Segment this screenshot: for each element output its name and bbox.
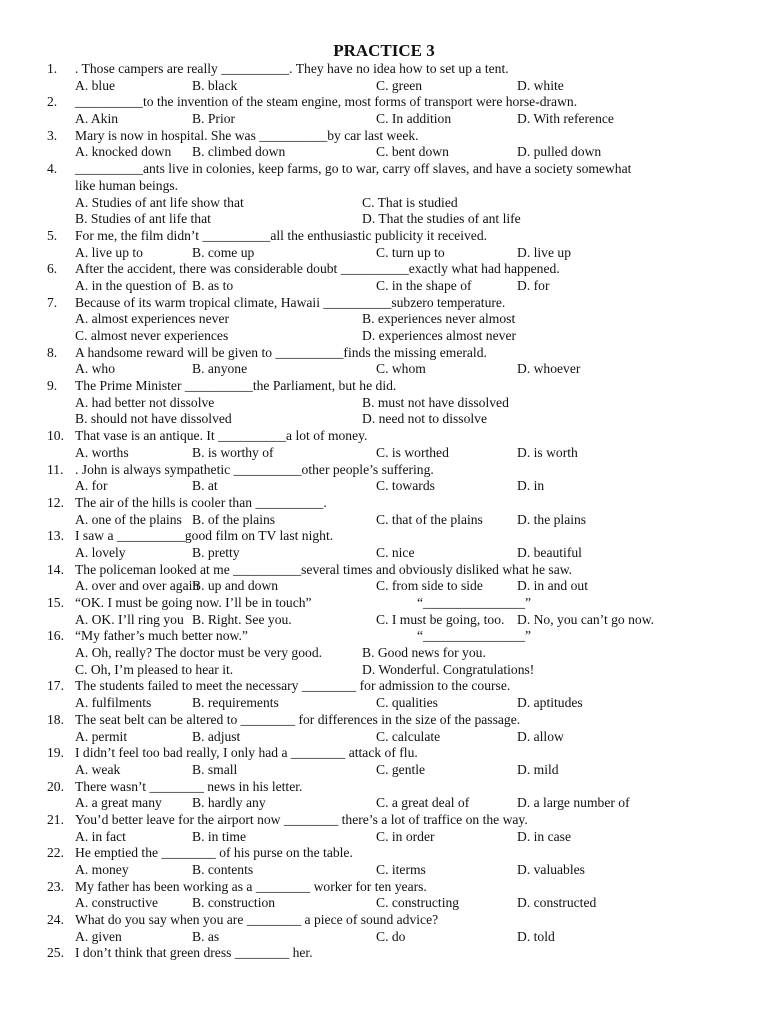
answer-options-row (0, 762, 768, 779)
question-stem-row (0, 261, 768, 278)
answer-options-row (0, 578, 768, 595)
question-number: 23. (47, 878, 64, 894)
question-stem-row (0, 595, 768, 612)
answer-options-row (0, 245, 768, 262)
answer-options-row (0, 895, 768, 912)
question-stem-row (0, 528, 768, 545)
question-number: 2. (47, 94, 58, 110)
question-stem: What do you say when you are ________ a piece of sound advice? (75, 912, 439, 928)
question-number: 14. (47, 561, 64, 577)
question-stem-row (0, 678, 768, 695)
question (0, 261, 768, 294)
question-number: 7. (47, 294, 58, 310)
question-stem: After the accident, there was considerable doubt __________exactly what had happened. (75, 261, 560, 277)
answer-option: A. fulfilments (75, 695, 152, 711)
question-number: 16. (47, 628, 64, 644)
answer-options-row (0, 111, 768, 128)
answer-option: D. aptitudes (517, 695, 583, 711)
question-stem: The policeman looked at me __________several times and obviously disliked what he saw. (75, 561, 573, 577)
answer-options-row (0, 795, 768, 812)
answer-options-row (0, 195, 768, 212)
answer-option: C. calculate (376, 728, 441, 744)
answer-option: D. pulled down (517, 144, 602, 160)
answer-option: D. Wonderful. Congratulations! (362, 661, 535, 677)
answer-option: A. in the question of (75, 277, 187, 293)
answer-options-row (0, 612, 768, 629)
question-stem-row (0, 628, 768, 645)
answer-option: B. experiences never almost (362, 311, 516, 327)
answer-option: C. that of the plains (376, 511, 483, 527)
question (0, 812, 768, 845)
question-number: 12. (47, 494, 64, 510)
question-number: 22. (47, 845, 64, 861)
question (0, 678, 768, 711)
question-stem: A handsome reward will be given to __________finds the missing emerald. (75, 344, 487, 360)
answer-option: A. lovely (75, 544, 126, 560)
question-number: 6. (47, 261, 58, 277)
question-stem-row (0, 845, 768, 862)
question (0, 845, 768, 878)
question-stem-row (0, 128, 768, 145)
question-number: 18. (47, 711, 64, 727)
answer-option: C. from side to side (376, 578, 483, 594)
answer-option: A. Studies of ant life show that (75, 194, 244, 210)
answer-option: B. Right. See you. (192, 611, 292, 627)
answer-options-row (0, 662, 768, 679)
answer-option: C. whom (376, 361, 426, 377)
answer-option: A. one of the plains (75, 511, 182, 527)
question-stem-row (0, 161, 768, 178)
answer-option: D. With reference (517, 111, 614, 127)
answer-option: B. contents (192, 862, 254, 877)
answer-option: C. constructing (376, 895, 460, 911)
answer-option: A. live up to (75, 244, 143, 260)
question-number: 24. (47, 912, 64, 928)
answer-option: D. beautiful (517, 544, 582, 560)
answer-option: B. must not have dissolved (362, 394, 509, 410)
question-number: 13. (47, 528, 64, 544)
answer-option: D. in and out (517, 578, 588, 594)
question-stem: __________to the invention of the steam engine, most forms of transport were horse-drawn. (75, 94, 578, 110)
answer-option: A. for (75, 478, 108, 494)
question (0, 128, 768, 161)
question-stem: The air of the hills is cooler than __________. (75, 494, 327, 510)
question-stem-row (0, 462, 768, 479)
question-stem-row (0, 295, 768, 312)
question-stem-row (0, 945, 768, 962)
answer-option: B. up and down (192, 578, 279, 594)
answer-option: A. money (75, 862, 129, 877)
question-stem: __________ants live in colonies, keep farms, go to war, carry off slaves, and have a society somewhat (75, 161, 632, 177)
question-stem: My father has been working as a ________ worker for ten years. (75, 878, 427, 894)
answer-option: A. OK. I’ll ring you (75, 611, 184, 627)
question (0, 495, 768, 528)
answer-option: B. of the plains (192, 511, 276, 527)
answer-option: A. had better not dissolve (75, 394, 215, 410)
answer-option: A. blue (75, 77, 116, 93)
question-stem-row (0, 228, 768, 245)
question (0, 94, 768, 127)
answer-option: B. as to (192, 277, 234, 293)
question-stem: Because of its warm tropical climate, Hawaii __________subzero temperature. (75, 294, 506, 310)
answer-option: D. mild (517, 761, 559, 777)
question-stem: That vase is an antique. It __________a lot of money. (75, 428, 368, 444)
answer-options-row (0, 445, 768, 462)
answer-option: B. pretty (192, 544, 240, 560)
question-number: 5. (47, 227, 58, 243)
answer-option: C. almost never experiences (75, 328, 229, 343)
question-stem-row (0, 378, 768, 395)
answer-options-row (0, 729, 768, 746)
answer-option: C. is worthed (376, 444, 449, 460)
answer-options-row (0, 144, 768, 161)
answer-option: C. a great deal of (376, 795, 470, 811)
answer-options-row (0, 211, 768, 228)
question-stem-row (0, 428, 768, 445)
answer-option: A. in fact (75, 828, 126, 844)
answer-option: B. climbed down (192, 144, 286, 160)
answer-option: B. anyone (192, 361, 248, 377)
question (0, 378, 768, 428)
answer-option: B. in time (192, 828, 246, 844)
answer-option: C. qualities (376, 695, 438, 711)
question-stem: He emptied the ________ of his purse on the table. (75, 845, 353, 861)
answer-options-row (0, 645, 768, 662)
answer-option: D. That the studies of ant life (362, 211, 521, 227)
answer-option: D. is worth (517, 444, 578, 460)
answer-option: C. I must be going, too. (376, 611, 505, 627)
answer-option: A. who (75, 361, 116, 377)
question (0, 745, 768, 778)
answer-option: A. a great many (75, 795, 162, 811)
answer-option: C. gentle (376, 761, 426, 777)
answer-option: C. nice (376, 544, 415, 560)
question-number: 15. (47, 595, 64, 610)
answer-option: C. towards (376, 478, 435, 494)
question-number: 1. (47, 61, 58, 76)
answer-option: B. Good news for you. (362, 645, 486, 661)
answer-options-row (0, 862, 768, 879)
answer-option: B. requirements (192, 695, 279, 711)
answer-option: B. at (192, 478, 218, 494)
answer-options-row (0, 278, 768, 295)
question (0, 428, 768, 461)
question-number: 8. (47, 344, 58, 360)
question-number: 4. (47, 161, 58, 177)
answer-option: B. adjust (192, 728, 241, 744)
answer-option: A. weak (75, 761, 121, 777)
question-stem-row (0, 879, 768, 896)
answer-options-row (0, 311, 768, 328)
question-number: 21. (47, 811, 64, 827)
answer-option: B. Prior (192, 111, 236, 127)
answer-option: D. allow (517, 728, 564, 744)
question (0, 61, 768, 94)
answer-option: D. in case (517, 828, 571, 844)
question (0, 345, 768, 378)
answer-options-row (0, 78, 768, 95)
answer-option: D. experiences almost never (362, 328, 516, 343)
question-number: 20. (47, 778, 64, 794)
answer-option: C. do (376, 928, 406, 944)
answer-options-row (0, 478, 768, 495)
answer-option: B. construction (192, 895, 276, 911)
answer-option: C. That is studied (362, 194, 458, 210)
answer-option: C. bent down (376, 144, 449, 160)
question (0, 462, 768, 495)
answer-option: D. constructed (517, 895, 597, 911)
question-stem: I saw a __________good film on TV last night. (75, 528, 334, 544)
answer-options-row (0, 512, 768, 529)
answer-options-row (0, 411, 768, 428)
question-number: 3. (47, 127, 58, 143)
answer-option: D. in (517, 478, 545, 494)
question (0, 228, 768, 261)
answer-options-row (0, 929, 768, 946)
answer-option: C. Oh, I’m pleased to hear it. (75, 661, 234, 677)
question-stem: . Those campers are really __________. They have no idea how to set up a tent. (75, 61, 509, 76)
question (0, 295, 768, 345)
answer-option: C. in the shape of (376, 277, 472, 293)
question (0, 912, 768, 945)
answer-option: D. No, you can’t go now. (517, 611, 655, 627)
answer-option: D. need not to dissolve (362, 411, 487, 427)
answer-option: B. black (192, 77, 238, 93)
answer-options-row (0, 545, 768, 562)
answer-option: B. should not have dissolved (75, 411, 232, 427)
question-stem: I don’t think that green dress ________ her. (75, 945, 313, 961)
question (0, 879, 768, 912)
answer-option: C. iterms (376, 862, 426, 877)
question-stem-row (0, 61, 768, 78)
question (0, 595, 768, 628)
answer-options-row (0, 395, 768, 412)
answer-option: B. hardly any (192, 795, 266, 811)
answer-option: B. as (192, 928, 220, 944)
question-list (0, 61, 768, 962)
question-stem-row (0, 712, 768, 729)
question (0, 161, 768, 228)
answer-option: C. In addition (376, 111, 452, 127)
question (0, 945, 768, 962)
reply-blank: “_______________” (417, 628, 532, 644)
answer-option: A. Akin (75, 111, 119, 127)
answer-option: D. whoever (517, 361, 581, 377)
answer-option: A. over and over again (75, 578, 200, 594)
answer-option: D. the plains (517, 511, 587, 527)
question-stem-continuation (0, 178, 768, 195)
answer-option: C. in order (376, 828, 435, 844)
question-stem-row (0, 912, 768, 929)
answer-options-row (0, 829, 768, 846)
question-stem-row (0, 779, 768, 796)
question (0, 528, 768, 561)
answer-options-row (0, 695, 768, 712)
question-stem: You’d better leave for the airport now ________ there’s a lot of traffice on the way. (75, 811, 528, 827)
question-stem: For me, the film didn’t __________all the enthusiastic publicity it received. (75, 227, 488, 243)
question-stem-row (0, 94, 768, 111)
answer-option: A. Oh, really? The doctor must be very good. (75, 645, 323, 661)
answer-option: D. a large number of (517, 795, 630, 811)
answer-options-row (0, 361, 768, 378)
answer-option: B. small (192, 761, 238, 777)
question-stem: The seat belt can be altered to ________ for differences in the size of the passage. (75, 711, 521, 727)
question-stem-row (0, 812, 768, 829)
question-stem: “OK. I must be going now. I’ll be in touch” (75, 595, 312, 610)
question (0, 628, 768, 678)
question-stem: Mary is now in hospital. She was __________by car last week. (75, 127, 419, 143)
answer-option: A. worths (75, 444, 129, 460)
question-number: 10. (47, 428, 64, 444)
question (0, 562, 768, 595)
question-stem-cont: like human beings. (75, 177, 179, 193)
answer-option: A. permit (75, 728, 128, 744)
question-stem: There wasn’t ________ news in his letter. (75, 778, 303, 794)
question-number: 11. (47, 461, 64, 477)
answer-option: A. given (75, 928, 122, 944)
question (0, 712, 768, 745)
question (0, 779, 768, 812)
answer-option: B. is worthy of (192, 444, 274, 460)
answer-option: B. come up (192, 244, 255, 260)
question-stem-row (0, 562, 768, 579)
answer-option: C. turn up to (376, 244, 445, 260)
answer-option: D. valuables (517, 862, 585, 877)
question-number: 19. (47, 745, 64, 761)
answer-option: B. Studies of ant life that (75, 211, 211, 227)
answer-option: A. knocked down (75, 144, 172, 160)
question-number: 9. (47, 378, 58, 394)
answer-option: C. green (376, 77, 423, 93)
question-stem-row (0, 345, 768, 362)
page-title: PRACTICE 3 (333, 41, 435, 60)
question-number: 17. (47, 678, 64, 694)
question-stem: I didn’t feel too bad really, I only had a ________ attack of flu. (75, 745, 418, 761)
answer-option: D. for (517, 277, 550, 293)
question-stem: “My father’s much better now.” (75, 628, 248, 644)
reply-blank: “_______________” (417, 595, 532, 610)
answer-option: D. live up (517, 244, 571, 260)
answer-option: D. white (517, 77, 564, 93)
question-stem: The Prime Minister __________the Parliament, but he did. (75, 378, 397, 394)
answer-options-row (0, 328, 768, 345)
answer-option: A. almost experiences never (75, 311, 229, 327)
question-stem-row (0, 745, 768, 762)
question-stem-row (0, 495, 768, 512)
answer-option: D. told (517, 928, 555, 944)
question-number: 25. (47, 945, 64, 961)
question-stem: . John is always sympathetic __________other people’s suffering. (75, 461, 434, 477)
answer-option: A. constructive (75, 895, 159, 911)
question-stem: The students failed to meet the necessary ________ for admission to the course. (75, 678, 511, 694)
